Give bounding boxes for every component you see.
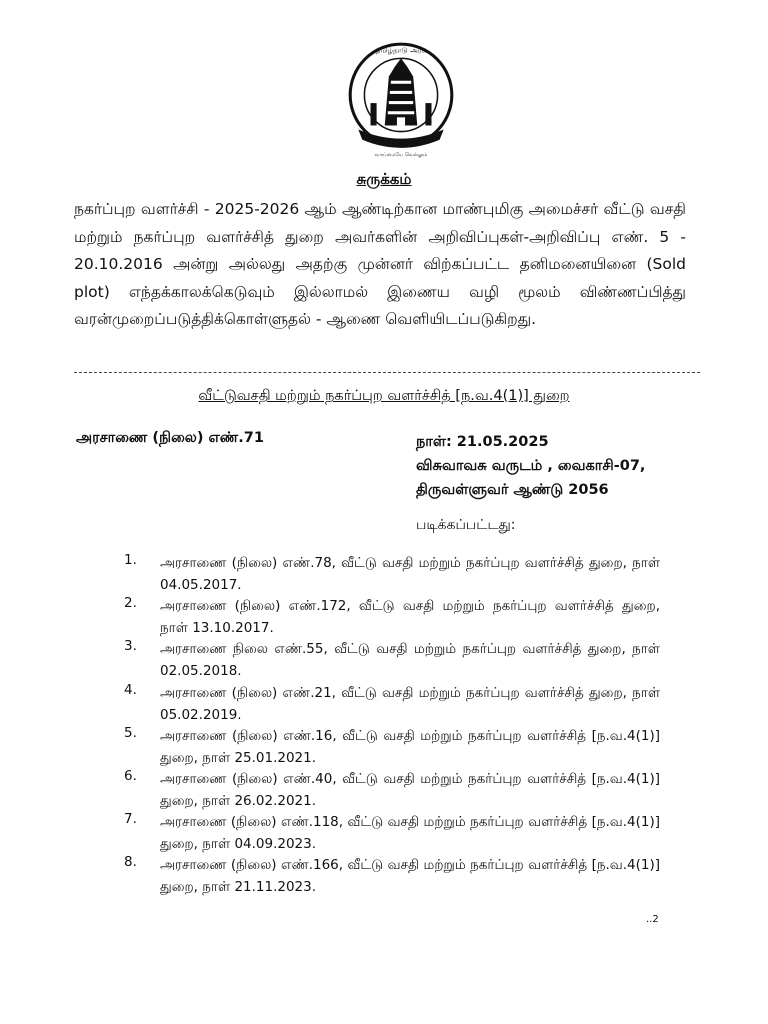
page-continuation: ..2 [646,914,659,925]
reference-number: 3. [124,638,137,655]
reference-number: 8. [124,854,137,871]
reference-text: அரசாணை நிலை எண்.55, வீட்டு வசதி மற்றும் நகர்ப்புற வளர்ச்சித் துறை, நாள் 02.05.2018. [160,641,660,680]
reference-text: அரசாணை (நிலை) எண்.40, வீட்டு வசதி மற்றும் நகர்ப்புற வளர்ச்சித் [ந.வ.4(1)] துறை, நாள் 26.02.2021. [160,770,660,809]
reference-number: 5. [124,724,137,741]
divider [74,372,700,373]
reference-list [124,548,664,894]
reference-text: அரசாணை (நிலை) எண்.172, வீட்டு வசதி மற்றும் நகர்ப்புற வளர்ச்சித் துறை, நாள் 13.10.2017. [160,598,660,637]
reference-item [124,721,664,764]
summary-paragraph: நகர்ப்புற வளர்ச்சி - 2025-2026 ஆம் ஆண்டிற்கான மாண்புமிகு அமைச்சர் வீட்டு வசதி மற்றும் நகர்ப்புற வளர்ச்சித் துறை அவர்களின் அறிவிப்புகள்-அறிவிப்பு எண். 5 - 20.10.2016 அன்று அல்லது அதற்கு முன்னர் விற்கப்பட்ட தனிமனையினை (Sold plot) எந்தக்காலக்கெடுவும் இல்லாமல் இணைய வழி மூலம் விண்ணப்பித்து வரன்முறைப்படுத்திக்கொள்ளுதல் - ஆணை வெளியிடப்படுகிறது. [74,200,686,328]
reference-number: 4. [124,681,137,698]
reference-text: அரசாணை (நிலை) எண்.16, வீட்டு வசதி மற்றும் நகர்ப்புற வளர்ச்சித் [ந.வ.4(1)] துறை, நாள் 25.01.2021. [160,727,660,766]
reference-text: அரசாணை (நிலை) எண்.78, வீட்டு வசதி மற்றும் நகர்ப்புற வளர்ச்சித் துறை, நாள் 04.05.2017. [160,555,660,593]
reference-item [124,678,664,721]
date-block [416,430,645,502]
date-line: நாள்: 21.05.2025 [416,434,549,450]
reference-number: 7. [124,811,137,828]
go-number: அரசாணை (நிலை) எண்.71 [76,430,264,446]
reference-number: 6. [124,767,137,784]
reference-item [124,807,664,853]
summary-heading: சுருக்கம் [356,170,412,188]
tamil-nadu-emblem-icon [340,36,462,158]
reference-item [124,548,664,591]
reference-item [124,764,664,807]
tamil-year-line: விசுவாவசு வருடம் , வைகாசி-07, [416,458,646,474]
reference-item [124,591,664,637]
reference-number: 1. [124,552,137,568]
emblem-top-text: தமிழ்நாடு அரசு [375,45,427,55]
reference-item [124,634,664,680]
thiruvalluvar-year-line: திருவள்ளுவர் ஆண்டு 2056 [416,482,609,498]
reference-item [124,850,664,896]
department-title: வீட்டுவசதி மற்றும் நகர்ப்புற வளர்ச்சித் [ந.வ.4(1)] துறை [198,388,570,404]
reference-number: 2. [124,595,137,612]
reference-text: அரசாணை (நிலை) எண்.21, வீட்டு வசதி மற்றும் நகர்ப்புற வளர்ச்சித் துறை, நாள் 05.02.2019. [160,684,660,723]
reference-text: அரசாணை (நிலை) எண்.118, வீட்டு வசதி மற்றும் நகர்ப்புற வளர்ச்சித் [ந.வ.4(1)] துறை, நாள் 04.09.2023. [160,814,660,853]
reference-text: அரசாணை (நிலை) எண்.166, வீட்டு வசதி மற்றும் நகர்ப்புற வளர்ச்சித் [ந.வ.4(1)] துறை, நாள் 21.11.2023. [160,857,660,896]
emblem-bottom-text: வாய்மையே வெல்லும் [374,151,428,158]
read-label: படிக்கப்பட்டது: [416,517,516,533]
